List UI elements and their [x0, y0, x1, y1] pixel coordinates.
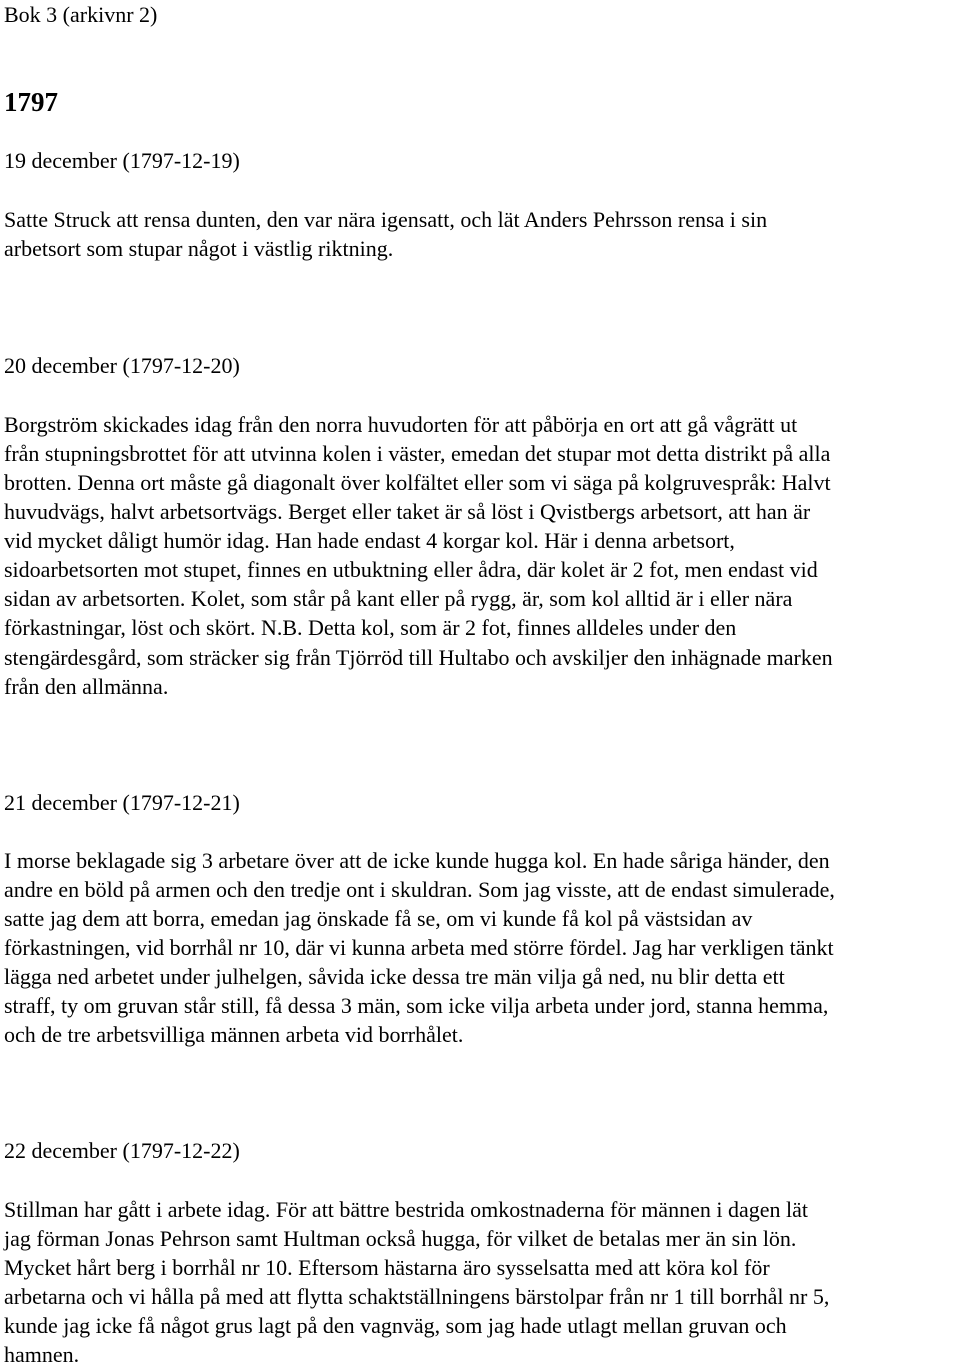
entry-line: kunde jag icke få något grus lagt på den vagnväg, som jag hade utlagt mellan gruvan och — [4, 1313, 787, 1338]
entry-line: straff, ty om gruvan står still, få dessa 3 män, som icke vilja arbeta under jord, stanna hemma, — [4, 993, 829, 1018]
entry-line: andre en böld på armen och den tredje ont i skuldran. Som jag visste, att de endast simulerade, — [4, 877, 835, 902]
entry-line: Stillman har gått i arbete idag. För att bättre bestrida omkostnaderna för männen i dagen lät — [4, 1197, 808, 1222]
entry-line: Satte Struck att rensa dunten, den var nära igensatt, och lät Anders Pehrsson rensa i sin — [4, 207, 768, 232]
entry-line: från stupningsbrottet för att utvinna kolen i väster, emedan det stupar mot detta distrikt på alla — [4, 441, 831, 466]
entry-line: hamnen. — [4, 1342, 80, 1367]
entry-line: arbetarna och vi hålla på med att flytta schaktställningens bärstolpar från nr 1 till borrhål nr 5, — [4, 1284, 830, 1309]
entry-date: 20 december (1797-12-20) — [4, 353, 240, 378]
year-heading: 1797 — [4, 87, 58, 117]
entry-line: I morse beklagade sig 3 arbetare över att de icke kunde hugga kol. En hade såriga händer, den — [4, 848, 830, 873]
entry-date: 21 december (1797-12-21) — [4, 790, 240, 815]
entry-line: sidoarbetsorten mot stupet, finnes en utbuktning eller ådra, där kolet är 2 fot, men endast vid — [4, 557, 818, 582]
entry-line: sidan av arbetsorten. Kolet, som står på kant eller på rygg, är, som kol alltid är i eller nära — [4, 586, 793, 611]
entry-date: 22 december (1797-12-22) — [4, 1138, 240, 1163]
entry-line: Mycket hårt berg i borrhål nr 10. Eftersom hästarna äro sysselsatta med att köra kol för — [4, 1255, 770, 1280]
entry-line: arbetsort som stupar något i västlig riktning. — [4, 236, 394, 261]
entry-line: stengärdesgård, som sträcker sig från Tjörröd till Hultabo och avskiljer den inhägnade marken — [4, 645, 833, 670]
entry-date: 19 december (1797-12-19) — [4, 148, 240, 173]
entry-line: brotten. Denna ort måste gå diagonalt över kolfältet eller som vi säga på kolgruvespråk: Halvt — [4, 470, 831, 495]
entry-line: jag förman Jonas Pehrson samt Hultman också hugga, för vilket de betalas mer än sin lön. — [4, 1226, 797, 1251]
entry-line: lägga ned arbetet under julhelgen, såvida icke dessa tre män vilja gå ned, nu blir detta ett — [4, 964, 785, 989]
entry-line: förkastningar, löst och skört. N.B. Detta kol, som är 2 fot, finnes alldeles under den — [4, 615, 737, 640]
entry-line: och de tre arbetsvilliga männen arbeta vid borrhålet. — [4, 1022, 464, 1047]
entry-line: förkastningen, vid borrhål nr 10, där vi kunna arbeta med större fördel. Jag har verkligen tänkt — [4, 935, 834, 960]
entry-line: huvudvägs, halvt arbetsortvägs. Berget eller taket är så löst i Qvistbergs arbetsort, att han är — [4, 499, 811, 524]
entry-line: vid mycket dåligt humör idag. Han hade endast 4 korgar kol. Här i denna arbetsort, — [4, 528, 735, 553]
entry-line: Borgström skickades idag från den norra huvudorten för att påbörja en ort att gå vågrätt ut — [4, 412, 798, 437]
entry-line: från den allmänna. — [4, 674, 169, 699]
book-title: Bok 3 (arkivnr 2) — [4, 2, 158, 27]
entry-line: satte jag dem att borra, emedan jag önskade få se, om vi kunde få kol på västsidan av — [4, 906, 753, 931]
